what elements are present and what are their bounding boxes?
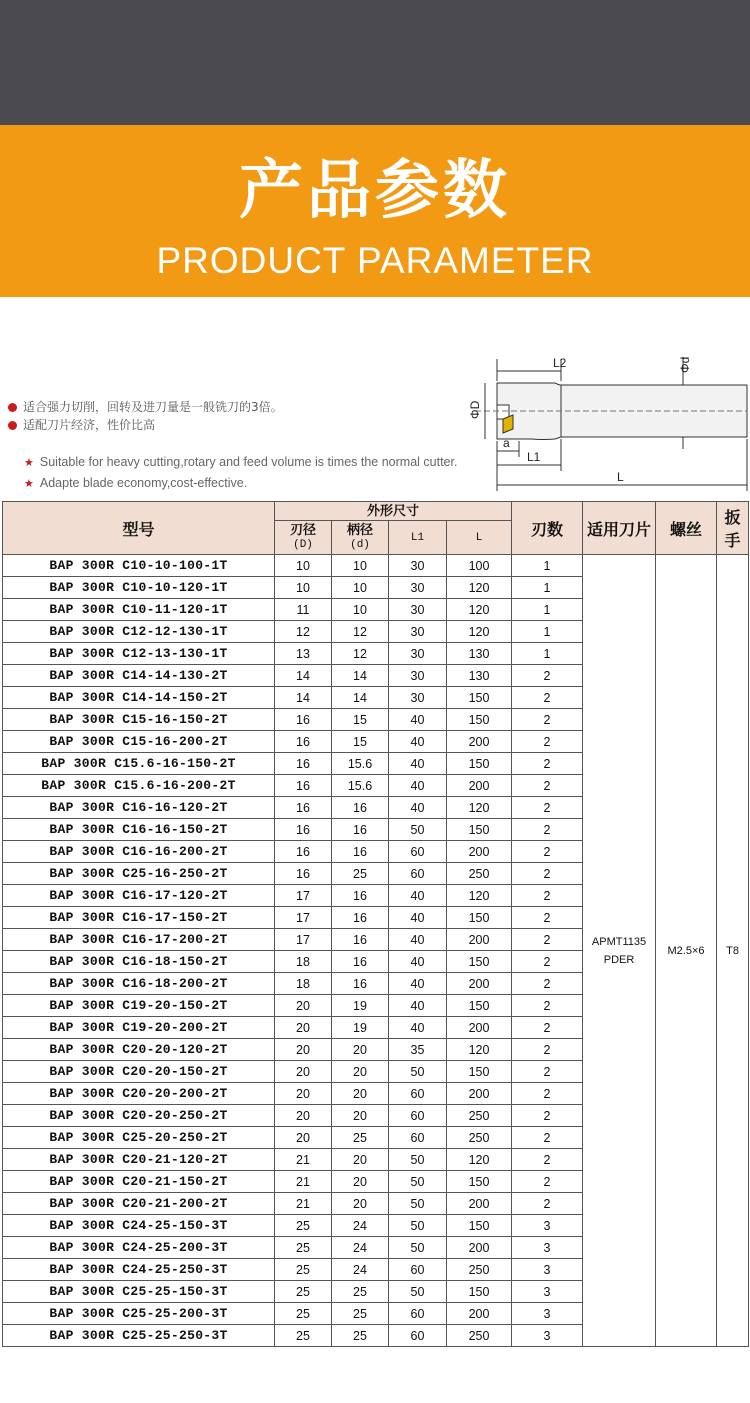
cell-shank-dia: 16 — [332, 819, 389, 841]
cell-teeth: 2 — [512, 1017, 583, 1039]
cell-teeth: 2 — [512, 1083, 583, 1105]
cell-l1: 40 — [389, 753, 447, 775]
cell-l1: 60 — [389, 1303, 447, 1325]
cell-l1: 35 — [389, 1039, 447, 1061]
cell-shank-dia: 14 — [332, 665, 389, 687]
cell-blade-dia: 16 — [275, 841, 332, 863]
cell-l: 120 — [447, 599, 512, 621]
cell-model: BAP 300R C10-10-120-1T — [3, 577, 275, 599]
cell-model: BAP 300R C25-25-200-3T — [3, 1303, 275, 1325]
cell-l1: 50 — [389, 1149, 447, 1171]
dim-label-phi-big-d: ΦD — [468, 400, 482, 419]
cell-l: 120 — [447, 797, 512, 819]
cell-l1: 50 — [389, 1281, 447, 1303]
cell-l: 120 — [447, 1039, 512, 1061]
cell-blade-dia: 16 — [275, 709, 332, 731]
cell-blade-dia: 21 — [275, 1171, 332, 1193]
header-insert: 适用刀片 — [583, 502, 656, 555]
cell-teeth: 3 — [512, 1281, 583, 1303]
cell-shank-dia: 10 — [332, 599, 389, 621]
cell-teeth: 2 — [512, 1127, 583, 1149]
cell-blade-dia: 13 — [275, 643, 332, 665]
cell-l1: 50 — [389, 1237, 447, 1259]
cell-teeth: 3 — [512, 1325, 583, 1347]
header-banner — [0, 125, 750, 297]
cell-l1: 60 — [389, 841, 447, 863]
cell-l1: 50 — [389, 819, 447, 841]
cell-l: 200 — [447, 1237, 512, 1259]
cell-shank-dia: 20 — [332, 1039, 389, 1061]
cell-blade-dia: 20 — [275, 995, 332, 1017]
cell-l: 150 — [447, 1281, 512, 1303]
cell-blade-dia: 17 — [275, 885, 332, 907]
cell-l: 250 — [447, 1325, 512, 1347]
cell-blade-dia: 10 — [275, 577, 332, 599]
cell-wrench: T8 — [717, 555, 749, 1347]
cell-blade-dia: 21 — [275, 1149, 332, 1171]
cell-model: BAP 300R C15.6-16-150-2T — [3, 753, 275, 775]
spec-table-body — [3, 555, 749, 1347]
star-icon: ★ — [24, 457, 34, 469]
cell-teeth: 2 — [512, 841, 583, 863]
cell-shank-dia: 25 — [332, 1127, 389, 1149]
feature-list — [0, 390, 470, 500]
cell-l1: 40 — [389, 731, 447, 753]
header-dims: 外形尺寸 — [275, 502, 512, 521]
header-blade-dia: 刃径 (D) — [275, 521, 332, 555]
cell-teeth: 2 — [512, 907, 583, 929]
cell-blade-dia: 20 — [275, 1083, 332, 1105]
cell-teeth: 2 — [512, 863, 583, 885]
cell-teeth: 2 — [512, 885, 583, 907]
cell-l: 130 — [447, 643, 512, 665]
cell-shank-dia: 16 — [332, 907, 389, 929]
cell-model: BAP 300R C14-14-130-2T — [3, 665, 275, 687]
cell-l1: 60 — [389, 863, 447, 885]
cell-blade-dia: 20 — [275, 1061, 332, 1083]
cell-l: 150 — [447, 1171, 512, 1193]
bullet-icon — [8, 403, 17, 412]
cell-model: BAP 300R C10-10-100-1T — [3, 555, 275, 577]
cell-teeth: 2 — [512, 1171, 583, 1193]
cell-l1: 60 — [389, 1105, 447, 1127]
table-row — [3, 555, 749, 577]
cell-model: BAP 300R C15-16-200-2T — [3, 731, 275, 753]
bullet-icon — [8, 421, 17, 430]
header-wrench: 扳手 — [717, 502, 749, 555]
cell-model: BAP 300R C16-16-200-2T — [3, 841, 275, 863]
cell-l: 250 — [447, 1127, 512, 1149]
cell-l1: 40 — [389, 775, 447, 797]
cell-shank-dia: 24 — [332, 1237, 389, 1259]
cell-blade-dia: 25 — [275, 1325, 332, 1347]
cell-shank-dia: 16 — [332, 841, 389, 863]
cell-shank-dia: 14 — [332, 687, 389, 709]
cell-blade-dia: 20 — [275, 1039, 332, 1061]
cell-teeth: 2 — [512, 951, 583, 973]
cell-model: BAP 300R C15.6-16-200-2T — [3, 775, 275, 797]
cell-model: BAP 300R C24-25-150-3T — [3, 1215, 275, 1237]
cell-blade-dia: 20 — [275, 1127, 332, 1149]
cell-l: 200 — [447, 973, 512, 995]
cell-shank-dia: 20 — [332, 1061, 389, 1083]
cell-teeth: 2 — [512, 709, 583, 731]
cell-teeth: 1 — [512, 599, 583, 621]
cell-l1: 60 — [389, 1083, 447, 1105]
header-screw: 螺丝 — [656, 502, 717, 555]
cell-blade-dia: 14 — [275, 665, 332, 687]
cell-teeth: 2 — [512, 819, 583, 841]
cell-blade-dia: 25 — [275, 1281, 332, 1303]
spec-table — [2, 501, 749, 1347]
header-model: 型号 — [3, 502, 275, 555]
header-l: L — [447, 521, 512, 555]
cell-teeth: 2 — [512, 797, 583, 819]
cell-blade-dia: 25 — [275, 1215, 332, 1237]
cell-shank-dia: 16 — [332, 797, 389, 819]
cell-model: BAP 300R C20-21-150-2T — [3, 1171, 275, 1193]
cell-blade-dia: 16 — [275, 731, 332, 753]
cell-blade-dia: 16 — [275, 819, 332, 841]
dim-label-a: a — [503, 436, 510, 450]
cell-blade-dia: 25 — [275, 1259, 332, 1281]
cell-l: 150 — [447, 687, 512, 709]
cell-l: 150 — [447, 1215, 512, 1237]
cell-teeth: 3 — [512, 1259, 583, 1281]
cell-blade-dia: 16 — [275, 863, 332, 885]
cell-teeth: 1 — [512, 643, 583, 665]
cell-model: BAP 300R C25-25-150-3T — [3, 1281, 275, 1303]
cell-l1: 40 — [389, 995, 447, 1017]
cell-blade-dia: 17 — [275, 907, 332, 929]
cell-l: 200 — [447, 929, 512, 951]
cell-l1: 40 — [389, 907, 447, 929]
cell-blade-dia: 16 — [275, 753, 332, 775]
cell-shank-dia: 15.6 — [332, 753, 389, 775]
cell-l: 150 — [447, 709, 512, 731]
cell-shank-dia: 20 — [332, 1083, 389, 1105]
cell-shank-dia: 25 — [332, 863, 389, 885]
cell-blade-dia: 11 — [275, 599, 332, 621]
cell-screw: M2.5×6 — [656, 555, 717, 1347]
page-subtitle: PRODUCT PARAMETER — [156, 240, 594, 281]
cell-teeth: 2 — [512, 1193, 583, 1215]
dim-label-l: L — [617, 470, 624, 484]
cell-teeth: 2 — [512, 687, 583, 709]
cell-model: BAP 300R C24-25-200-3T — [3, 1237, 275, 1259]
cell-teeth: 2 — [512, 929, 583, 951]
header-shank-dia: 柄径 (d) — [332, 521, 389, 555]
cell-l: 250 — [447, 863, 512, 885]
cell-shank-dia: 25 — [332, 1281, 389, 1303]
cell-model: BAP 300R C15-16-150-2T — [3, 709, 275, 731]
cell-teeth: 1 — [512, 555, 583, 577]
cell-l: 200 — [447, 1017, 512, 1039]
header-teeth: 刃数 — [512, 502, 583, 555]
cell-l: 150 — [447, 1061, 512, 1083]
cell-teeth: 2 — [512, 995, 583, 1017]
feature-item: 适配刀片经济，性价比高 — [8, 416, 155, 433]
cell-model: BAP 300R C16-16-150-2T — [3, 819, 275, 841]
cell-model: BAP 300R C20-20-200-2T — [3, 1083, 275, 1105]
cell-l1: 40 — [389, 1017, 447, 1039]
cell-l1: 30 — [389, 621, 447, 643]
cell-l1: 50 — [389, 1171, 447, 1193]
cell-shank-dia: 10 — [332, 577, 389, 599]
star-icon: ★ — [24, 478, 34, 490]
cell-l: 200 — [447, 841, 512, 863]
cell-l1: 40 — [389, 709, 447, 731]
cell-l1: 40 — [389, 951, 447, 973]
cell-l: 150 — [447, 995, 512, 1017]
cell-model: BAP 300R C12-12-130-1T — [3, 621, 275, 643]
cell-teeth: 2 — [512, 731, 583, 753]
cell-l1: 30 — [389, 687, 447, 709]
cell-blade-dia: 25 — [275, 1237, 332, 1259]
cell-model: BAP 300R C16-16-120-2T — [3, 797, 275, 819]
cell-l: 200 — [447, 1193, 512, 1215]
cell-blade-dia: 18 — [275, 951, 332, 973]
cell-l1: 40 — [389, 885, 447, 907]
cell-l: 120 — [447, 885, 512, 907]
cell-shank-dia: 16 — [332, 973, 389, 995]
cell-model: BAP 300R C20-21-120-2T — [3, 1149, 275, 1171]
cell-teeth: 2 — [512, 1105, 583, 1127]
cell-blade-dia: 14 — [275, 687, 332, 709]
cell-teeth: 2 — [512, 775, 583, 797]
dim-label-l2: L2 — [553, 356, 567, 370]
cell-model: BAP 300R C10-11-120-1T — [3, 599, 275, 621]
cell-l: 250 — [447, 1259, 512, 1281]
cell-model: BAP 300R C12-13-130-1T — [3, 643, 275, 665]
cell-l: 200 — [447, 1303, 512, 1325]
cell-teeth: 2 — [512, 1061, 583, 1083]
cell-model: BAP 300R C20-21-200-2T — [3, 1193, 275, 1215]
cell-model: BAP 300R C24-25-250-3T — [3, 1259, 275, 1281]
cell-model: BAP 300R C20-20-120-2T — [3, 1039, 275, 1061]
cell-blade-dia: 12 — [275, 621, 332, 643]
cell-shank-dia: 24 — [332, 1259, 389, 1281]
cell-teeth: 2 — [512, 1039, 583, 1061]
cell-shank-dia: 15.6 — [332, 775, 389, 797]
cell-shank-dia: 20 — [332, 1105, 389, 1127]
cell-teeth: 2 — [512, 665, 583, 687]
cell-l: 200 — [447, 775, 512, 797]
cell-l1: 60 — [389, 1325, 447, 1347]
header-l1: L1 — [389, 521, 447, 555]
cell-blade-dia: 21 — [275, 1193, 332, 1215]
end-mill-diagram — [455, 345, 750, 495]
cell-l: 150 — [447, 819, 512, 841]
cell-l: 100 — [447, 555, 512, 577]
cell-shank-dia: 25 — [332, 1303, 389, 1325]
cell-teeth: 2 — [512, 753, 583, 775]
cell-model: BAP 300R C20-20-150-2T — [3, 1061, 275, 1083]
cell-l: 120 — [447, 577, 512, 599]
cell-teeth: 2 — [512, 973, 583, 995]
cell-shank-dia: 25 — [332, 1325, 389, 1347]
cell-blade-dia: 17 — [275, 929, 332, 951]
top-bar — [0, 0, 750, 125]
cell-l1: 30 — [389, 665, 447, 687]
cell-shank-dia: 19 — [332, 995, 389, 1017]
cell-l: 150 — [447, 907, 512, 929]
cell-teeth: 3 — [512, 1237, 583, 1259]
cell-l1: 60 — [389, 1127, 447, 1149]
cell-l1: 30 — [389, 577, 447, 599]
cell-model: BAP 300R C16-17-200-2T — [3, 929, 275, 951]
cell-model: BAP 300R C16-17-150-2T — [3, 907, 275, 929]
cell-l1: 30 — [389, 555, 447, 577]
cell-l1: 60 — [389, 1259, 447, 1281]
cell-blade-dia: 16 — [275, 775, 332, 797]
cell-l: 200 — [447, 1083, 512, 1105]
cell-l1: 40 — [389, 797, 447, 819]
feature-item-en: ★ Suitable for heavy cutting,rotary and feed volume is times the normal cutter. — [24, 455, 458, 469]
cell-teeth: 2 — [512, 1149, 583, 1171]
cell-l1: 40 — [389, 929, 447, 951]
cell-teeth: 3 — [512, 1215, 583, 1237]
cell-teeth: 3 — [512, 1303, 583, 1325]
cell-l: 120 — [447, 621, 512, 643]
cell-blade-dia: 18 — [275, 973, 332, 995]
cell-shank-dia: 16 — [332, 885, 389, 907]
cell-blade-dia: 10 — [275, 555, 332, 577]
cell-shank-dia: 15 — [332, 731, 389, 753]
cell-blade-dia: 25 — [275, 1303, 332, 1325]
dim-label-phi-d: Φd — [678, 356, 692, 373]
cell-insert: APMT1135 PDER — [583, 555, 656, 1347]
cell-l: 150 — [447, 951, 512, 973]
cell-l1: 30 — [389, 599, 447, 621]
cell-model: BAP 300R C25-25-250-3T — [3, 1325, 275, 1347]
dim-label-l1: L1 — [527, 450, 541, 464]
cell-shank-dia: 16 — [332, 951, 389, 973]
cell-blade-dia: 20 — [275, 1017, 332, 1039]
cell-blade-dia: 16 — [275, 797, 332, 819]
cell-model: BAP 300R C14-14-150-2T — [3, 687, 275, 709]
cell-l: 120 — [447, 1149, 512, 1171]
cell-shank-dia: 16 — [332, 929, 389, 951]
cell-model: BAP 300R C25-20-250-2T — [3, 1127, 275, 1149]
cell-shank-dia: 10 — [332, 555, 389, 577]
feature-item-en: ★ Adapte blade economy,cost-effective. — [24, 476, 248, 490]
cell-shank-dia: 20 — [332, 1149, 389, 1171]
cell-l: 250 — [447, 1105, 512, 1127]
cell-teeth: 1 — [512, 577, 583, 599]
cell-model: BAP 300R C16-17-120-2T — [3, 885, 275, 907]
cell-shank-dia: 19 — [332, 1017, 389, 1039]
cell-model: BAP 300R C25-16-250-2T — [3, 863, 275, 885]
cell-l1: 50 — [389, 1193, 447, 1215]
cell-blade-dia: 20 — [275, 1105, 332, 1127]
cell-model: BAP 300R C16-18-200-2T — [3, 973, 275, 995]
feature-item: 适合强力切削，回转及进刀量是一般铣刀的3倍。 — [8, 398, 283, 415]
cell-model: BAP 300R C19-20-200-2T — [3, 1017, 275, 1039]
cell-l1: 50 — [389, 1215, 447, 1237]
cell-shank-dia: 24 — [332, 1215, 389, 1237]
cell-teeth: 1 — [512, 621, 583, 643]
cell-shank-dia: 20 — [332, 1193, 389, 1215]
cell-shank-dia: 15 — [332, 709, 389, 731]
page-title: 产品参数 — [239, 154, 511, 228]
cell-shank-dia: 12 — [332, 621, 389, 643]
cell-l1: 50 — [389, 1061, 447, 1083]
cell-l1: 40 — [389, 973, 447, 995]
cell-l: 150 — [447, 753, 512, 775]
cell-shank-dia: 20 — [332, 1171, 389, 1193]
cell-model: BAP 300R C19-20-150-2T — [3, 995, 275, 1017]
cell-model: BAP 300R C16-18-150-2T — [3, 951, 275, 973]
cell-shank-dia: 12 — [332, 643, 389, 665]
cell-l: 200 — [447, 731, 512, 753]
cell-l1: 30 — [389, 643, 447, 665]
cell-model: BAP 300R C20-20-250-2T — [3, 1105, 275, 1127]
cell-l: 130 — [447, 665, 512, 687]
